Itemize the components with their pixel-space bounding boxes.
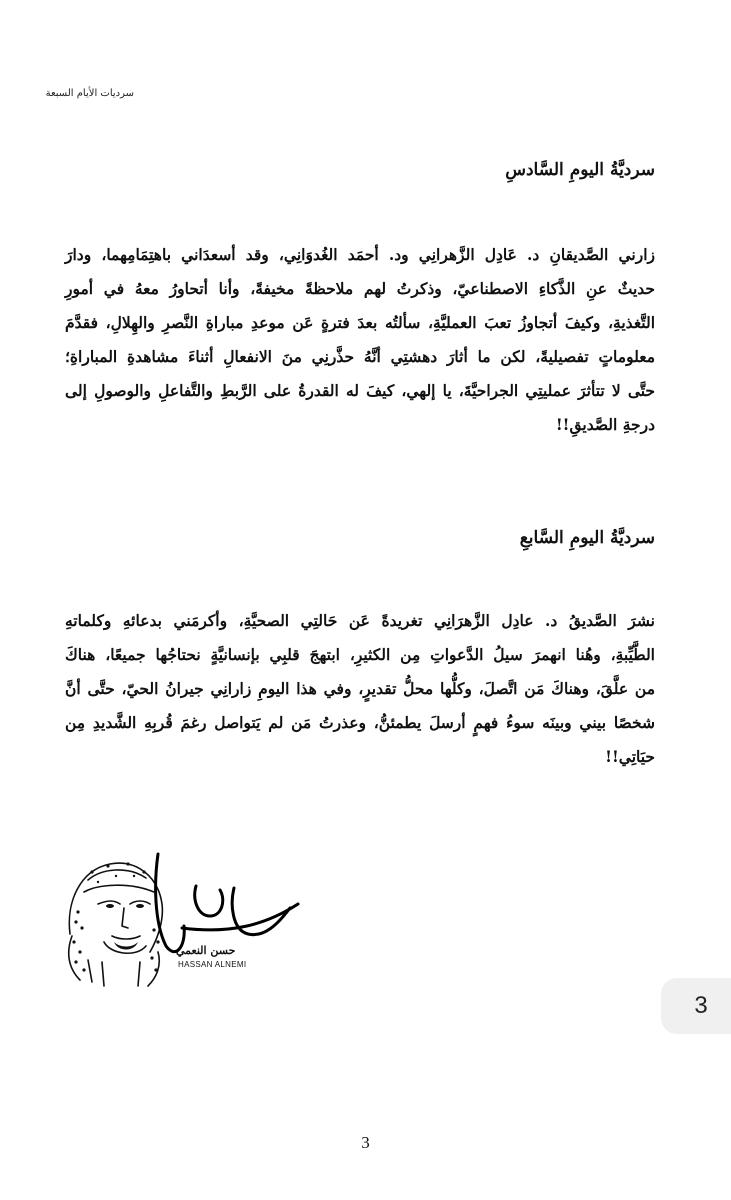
- body-line: حتَّى لا تتأثرَ عمليتِي الجراحيَّةَ، يا إلهي، كيفَ له القدرةُ على الرَّبطِ والتَّفاعلِ والوصولِ إلى: [65, 381, 655, 400]
- signature-name-arabic: حسن النعمي: [176, 944, 236, 957]
- body-line: الطَّيِّبةِ، وهُنا انهمرَ سيلُ الدَّعواتِ مِن الكثيرِ، ابتهجَ قلبِي بإنسانيَّةٍ نحتاجُها جميعًا، هناكَ: [65, 645, 655, 664]
- body-line: درجةِ الصَّديقِ!!: [555, 415, 655, 434]
- page-indicator-tab[interactable]: 3: [661, 978, 731, 1034]
- body-line: من علَّقَ، وهناكَ مَن اتَّصلَ، وكلُّها محلُّ تقديرٍ، وفي هذا اليومِ زارانِي جيرانُ الحيّ، حتَّى أنَّ: [65, 679, 655, 698]
- body-line: معلوماتٍ تفصيليةً، لكن ما أثارَ دهشتِي أنَّهُ حذَّرنِي منَ الانفعالِ أثناءَ مشاهدةِ المباراةِ؛: [65, 347, 655, 366]
- body-line: زارني الصَّديقانِ د. عَادِل الزَّهرانِي ود. أحمَد الغُدوَانِي، وقد أسعدَاني باهتِمَامِهما، ودارَ: [65, 245, 655, 264]
- body-line: حيَاتِي!!: [605, 747, 655, 766]
- man-in-ghutra-portrait-icon: [58, 842, 308, 992]
- body-line: حديثٌ عنِ الذَّكاءِ الاصطناعيّ، وذكرتُ لهم ملاحظةً مخيفةً، وأنا أتحاورُ معهُ في أمورِ: [65, 279, 655, 298]
- section-body-day-seven: [65, 604, 655, 774]
- section-title-day-seven: سرديَّةُ اليومِ السَّابعِ: [519, 528, 655, 548]
- body-line: نشرَ الصَّديقُ د. عادِل الزَّهرَانِي تغريدةً عَن حَالتِي الصحيَّةِ، وأكرمَني بدعائهِ وكلماتهِ: [65, 611, 655, 630]
- section-body-day-six: [65, 238, 655, 442]
- page-number: 3: [361, 1133, 370, 1152]
- body-line: التَّغذيةِ، وكيفَ أتجاوزُ تعبَ العمليَّةِ، سألتُه بعدَ فترةٍ عَن موعدِ مباراةِ النَّصرِ والهِلالِ، فقدَّمَ: [65, 313, 655, 332]
- running-header: سرديات الأيام السبعة: [45, 88, 134, 99]
- body-line: شخصًا بيني وبينَه سوءُ فهمٍ أرسلَ يطمئنُّ، وعذرتُ مَن لم يَتواصل رغمَ قُربِهِ الشَّديدِ مِن: [65, 713, 655, 732]
- signature-name-english: HASSAN ALNEMI: [178, 960, 247, 969]
- section-title-day-six: سرديَّةُ اليومِ السَّادسِ: [505, 160, 655, 180]
- author-signature: [58, 832, 308, 992]
